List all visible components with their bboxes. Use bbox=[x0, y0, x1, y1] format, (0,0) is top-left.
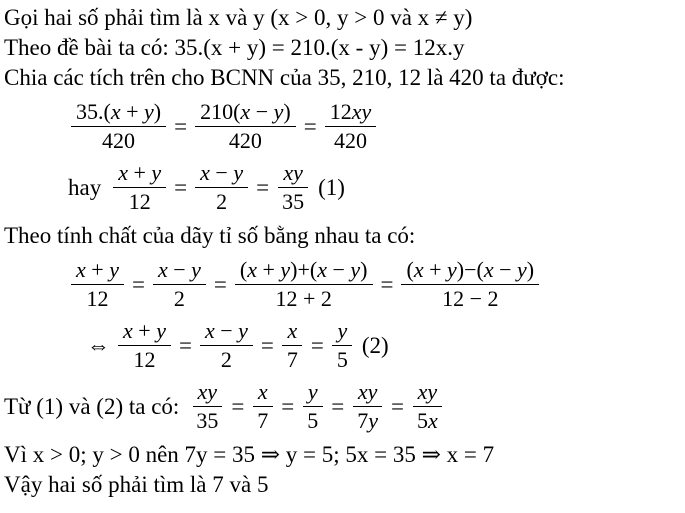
fraction-numerator: (x + y)−(x − y) bbox=[401, 257, 539, 285]
math-operator: = bbox=[174, 174, 188, 200]
math-line bbox=[4, 379, 681, 434]
math-operator: = bbox=[131, 271, 145, 297]
math-operator: = bbox=[213, 271, 227, 297]
fraction bbox=[195, 99, 296, 154]
fraction bbox=[352, 379, 383, 434]
fraction-denominator: 12 − 2 bbox=[442, 286, 499, 311]
fraction bbox=[118, 318, 171, 373]
fraction bbox=[195, 160, 248, 215]
math-operator: ⇔ bbox=[87, 332, 110, 358]
fraction-numerator: x + y bbox=[71, 257, 124, 285]
math-line bbox=[4, 318, 681, 373]
math-lead-text: hay bbox=[68, 174, 102, 200]
fraction-denominator: 5x bbox=[417, 408, 438, 433]
fraction bbox=[113, 160, 166, 215]
fraction-numerator: y bbox=[332, 318, 352, 346]
fraction bbox=[302, 379, 323, 434]
math-operator: = bbox=[310, 332, 324, 358]
fraction-numerator: xy bbox=[193, 379, 223, 407]
math-operator: = bbox=[331, 393, 345, 419]
fraction-numerator: x bbox=[253, 379, 273, 407]
equation-label: (2) bbox=[361, 332, 389, 358]
math-operator: = bbox=[281, 393, 295, 419]
fraction-denominator: 5 bbox=[336, 347, 348, 372]
fraction bbox=[235, 257, 373, 312]
math-line bbox=[4, 160, 681, 215]
fraction-numerator: (x + y)+(x − y) bbox=[235, 257, 373, 285]
fraction bbox=[71, 99, 166, 154]
fraction-denominator: 7y bbox=[357, 408, 379, 433]
math-operator: = bbox=[174, 113, 188, 139]
fraction bbox=[282, 318, 303, 373]
fraction bbox=[277, 160, 309, 215]
fraction-denominator: 2 bbox=[216, 189, 228, 214]
math-line bbox=[4, 257, 681, 312]
fraction-denominator: 420 bbox=[102, 128, 136, 153]
fraction-numerator: y bbox=[303, 379, 323, 407]
math-operator: = bbox=[178, 332, 192, 358]
text-line: Gọi hai số phải tìm là x và y (x > 0, y > 0 và x ≠ y) bbox=[4, 5, 473, 30]
fraction bbox=[401, 257, 539, 312]
fraction bbox=[71, 257, 124, 312]
fraction-numerator: x − y bbox=[153, 257, 206, 285]
math-operator: = bbox=[256, 174, 270, 200]
fraction-numerator: x + y bbox=[113, 160, 166, 188]
equation-label: (1) bbox=[318, 174, 345, 200]
fraction-numerator: xy bbox=[278, 160, 308, 188]
fraction-numerator: 12xy bbox=[325, 99, 377, 127]
fraction bbox=[200, 318, 253, 373]
text-line: Theo tính chất của dãy tỉ số bằng nhau ta có: bbox=[4, 223, 416, 248]
fraction-numerator: xy bbox=[353, 379, 383, 407]
math-line bbox=[4, 99, 681, 154]
fraction-numerator: xy bbox=[413, 379, 443, 407]
fraction-denominator: 12 bbox=[86, 286, 109, 311]
fraction bbox=[325, 99, 377, 154]
fraction-denominator: 12 bbox=[133, 347, 156, 372]
text-line: Vì x > 0; y > 0 nên 7y = 35 ⇒ y = 5; 5x = 35 ⇒ x = 7 bbox=[4, 442, 495, 467]
fraction-denominator: 5 bbox=[307, 408, 319, 433]
fraction-numerator: x + y bbox=[118, 318, 171, 346]
fraction bbox=[252, 379, 273, 434]
text-line: Vậy hai số phải tìm là 7 và 5 bbox=[4, 472, 269, 497]
fraction bbox=[332, 318, 353, 373]
math-operator: = bbox=[260, 332, 274, 358]
math-operator: = bbox=[380, 271, 394, 297]
fraction-denominator: 35 bbox=[282, 189, 305, 214]
math-operator: = bbox=[303, 113, 317, 139]
fraction-denominator: 2 bbox=[220, 347, 232, 372]
math-operator: = bbox=[391, 393, 405, 419]
math-operator: = bbox=[231, 393, 245, 419]
fraction bbox=[191, 379, 223, 434]
fraction bbox=[153, 257, 206, 312]
text-line: Theo đề bài ta có: 35.(x + y) = 210.(x - y) = 12x.y bbox=[4, 35, 465, 60]
fraction-denominator: 35 bbox=[196, 408, 219, 433]
fraction-denominator: 7 bbox=[286, 347, 298, 372]
fraction-numerator: 35.(x + y) bbox=[71, 99, 166, 127]
text-line: Chia các tích trên cho BCNN của 35, 210, 12 là 420 ta được: bbox=[4, 65, 565, 90]
fraction-denominator: 2 bbox=[173, 286, 185, 311]
fraction-denominator: 7 bbox=[257, 408, 269, 433]
fraction-denominator: 12 bbox=[128, 189, 151, 214]
fraction-denominator: 420 bbox=[228, 128, 262, 153]
fraction-denominator: 12 + 2 bbox=[275, 286, 332, 311]
fraction-numerator: x − y bbox=[195, 160, 248, 188]
fraction-denominator: 420 bbox=[333, 128, 367, 153]
fraction bbox=[412, 379, 443, 434]
fraction-numerator: x − y bbox=[200, 318, 253, 346]
fraction-numerator: x bbox=[282, 318, 302, 346]
math-lead-text: Từ (1) và (2) ta có: bbox=[4, 393, 180, 419]
fraction-numerator: 210(x − y) bbox=[195, 99, 296, 127]
